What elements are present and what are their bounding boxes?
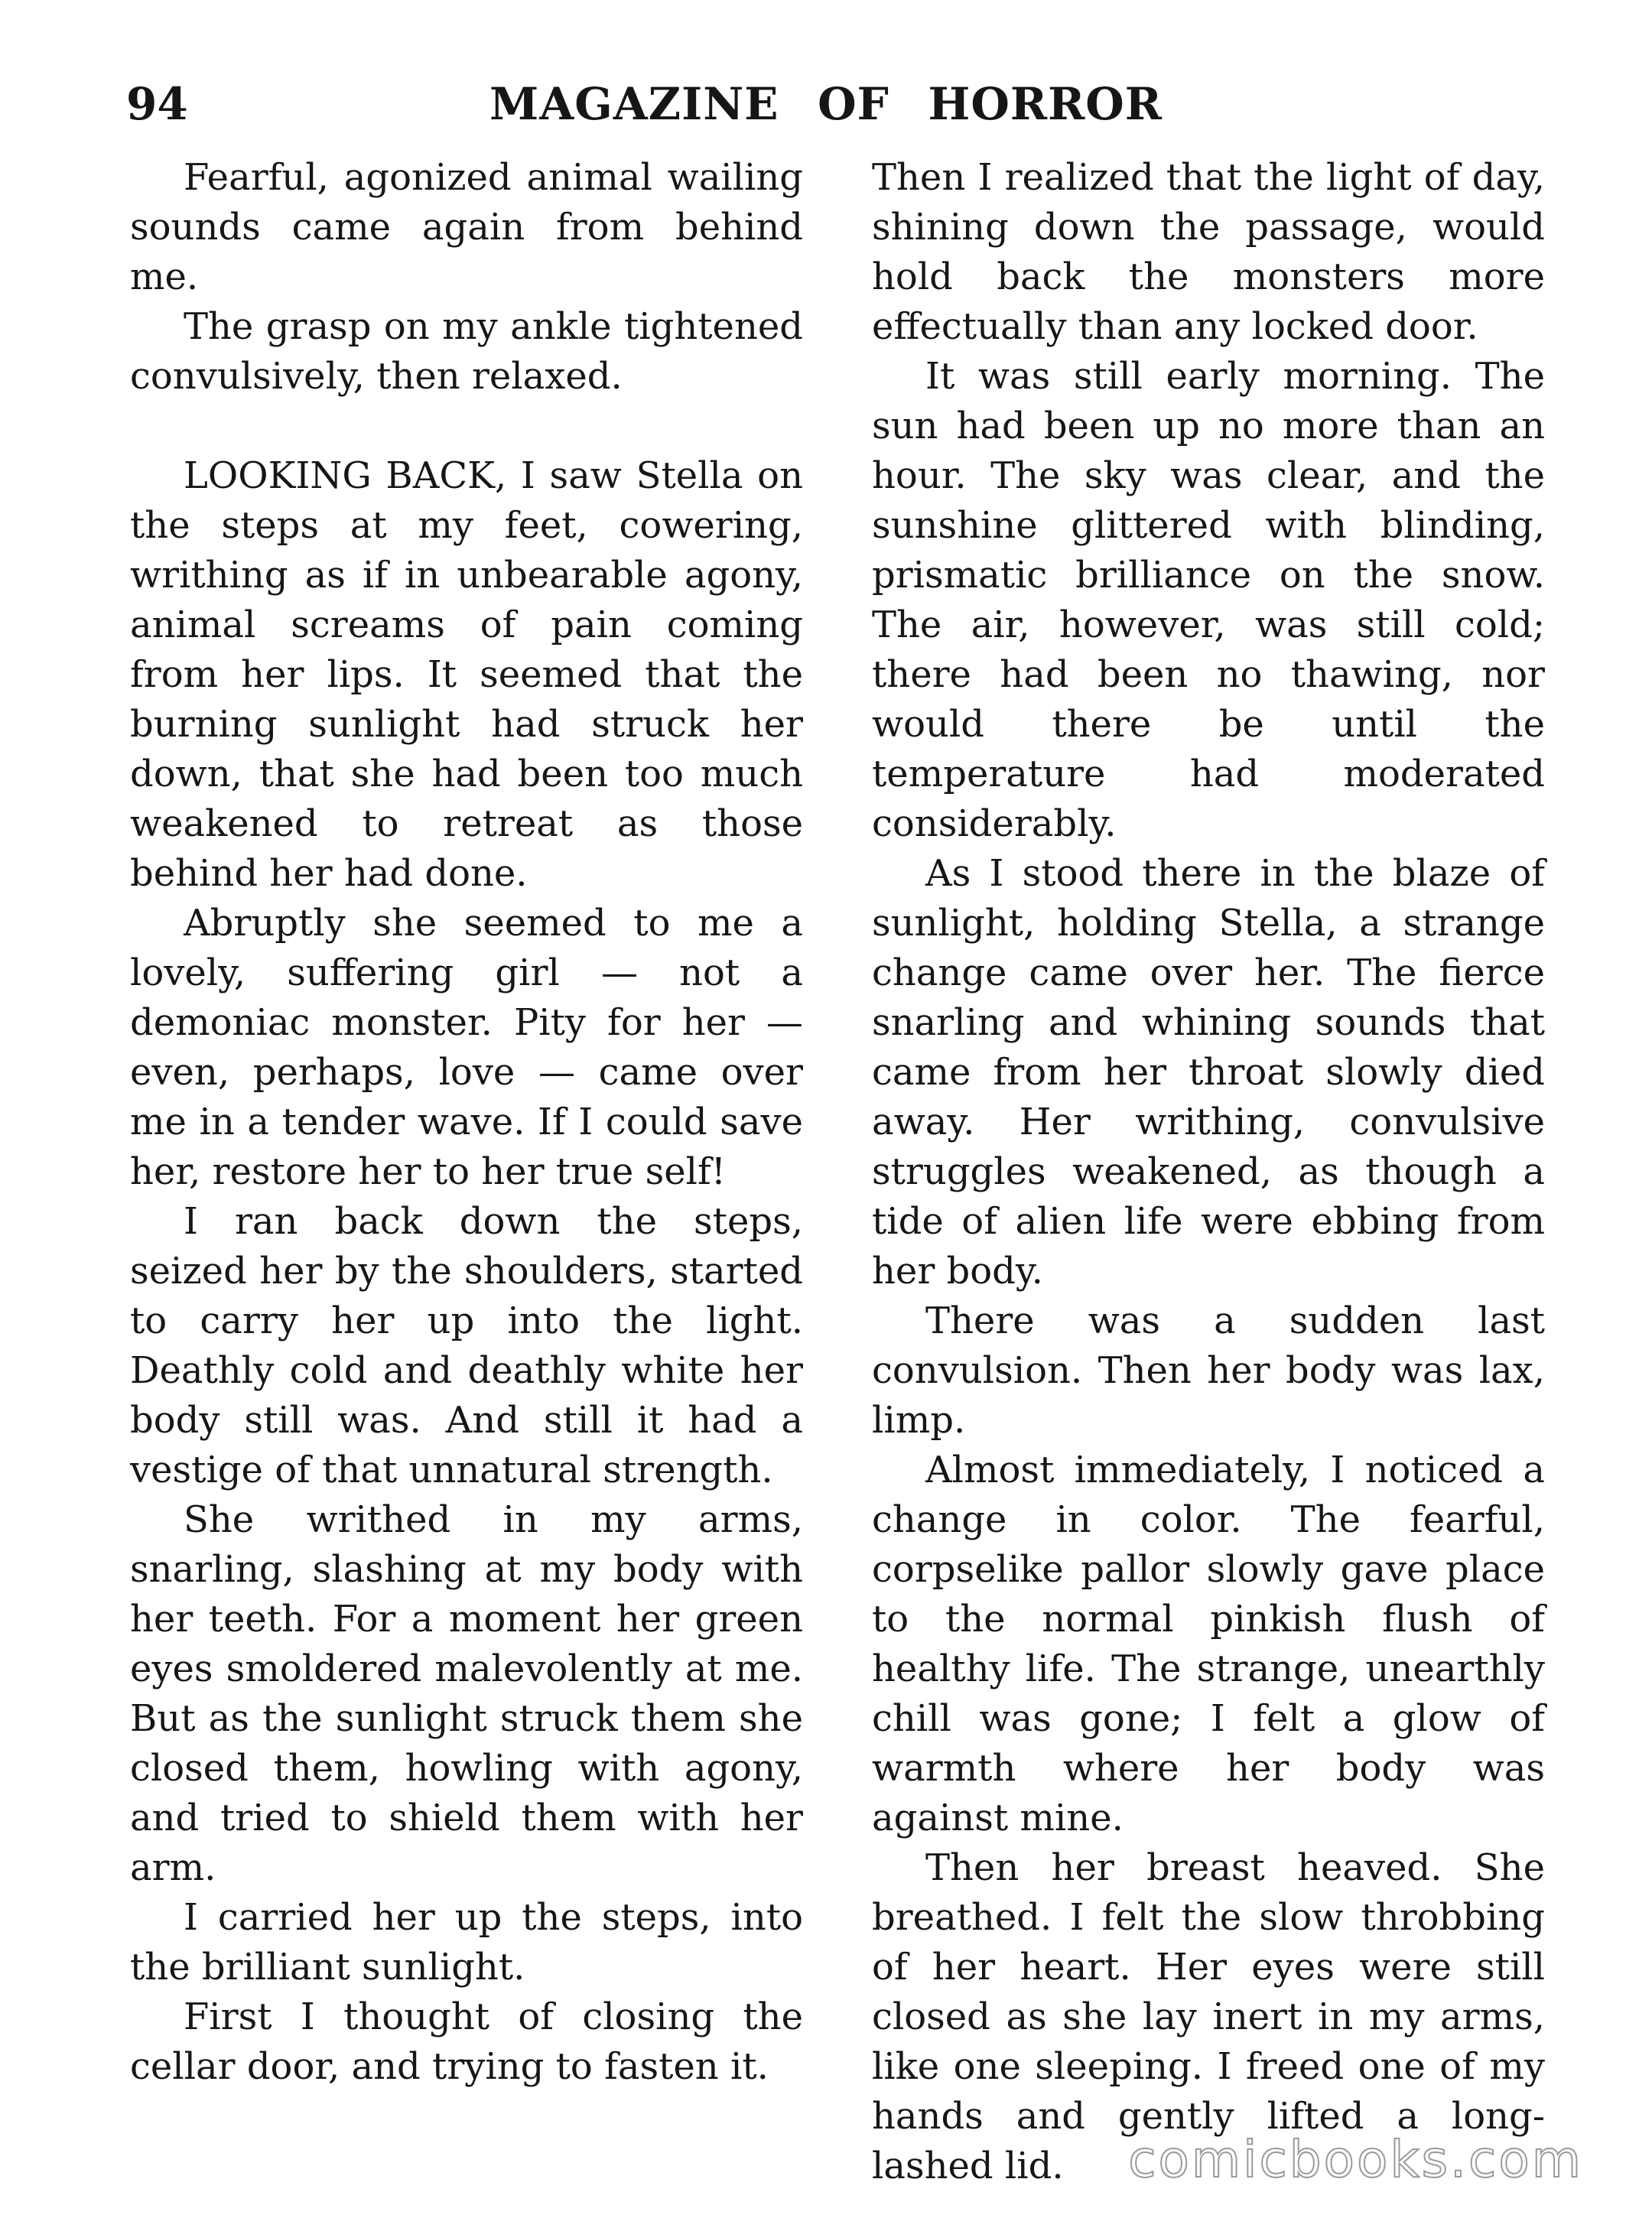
paragraph: Almost immediately, I noticed a change in color. The fearful, corpselike pallor slowly gave place to the normal pinkish flush of healthy life. The strange, unearthly chill was gone; I felt a glow of warmth where her body was against mine. <box>872 1449 1545 1839</box>
paragraph: The grasp on my ankle tightened convulsively, then relaxed. <box>130 305 803 398</box>
paragraph: As I stood there in the blaze of sunlight, holding Stella, a strange change came over her. The fierce snarling and whining sounds that came from her throat slowly died away. Her writhing, convulsive struggles weakened, as though a tide of alien life were ebbing from her body. <box>872 852 1545 1293</box>
paragraph: Then her breast heaved. She breathed. I felt the slow throbbing of her heart. Her eyes were still closed as she lay inert in my arms, like one sleeping. I freed one of my hands and gently lifted a long-lashed lid. <box>872 1846 1545 2187</box>
title-word: OF <box>818 78 889 130</box>
title-word: MAGAZINE <box>489 78 779 130</box>
paragraph: I ran back down the steps, seized her by the shoulders, started to carry her up into the light. Deathly cold and deathly white her body still was. And still it had a vestige of that unnatural strength. <box>130 1200 803 1491</box>
page-number: 94 <box>126 78 188 130</box>
paragraph: Fearful, agonized animal wailing sounds came again from behind me. <box>130 156 803 298</box>
title-word: HORROR <box>928 78 1163 130</box>
paragraph: There was a sudden last convulsion. Then her body was lax, limp. <box>872 1299 1545 1442</box>
paragraph: Abruptly she seemed to me a lovely, suffering girl — not a demoniac monster. Pity for her — even, perhaps, love — came over me in a tender wave. If I could save her, restore her to her true self! <box>130 902 803 1193</box>
continued-paragraph: Then I realized that the light of day, shining down the passage, would hold back the monsters more effectually than any locked door. <box>872 156 1545 348</box>
paragraph: She writhed in my arms, snarling, slashing at my body with her teeth. For a moment her green eyes smoldered malevolently at me. But as the sunlight struck them she closed them, howling with agony, and tried to shield them with her arm. <box>130 1498 803 1889</box>
watermark-logo: comicbooks.com <box>1128 2130 1583 2189</box>
page-header <box>0 73 1652 135</box>
paragraph: It was still early morning. The sun had been up no more than an hour. The sky was clear, and the sunshine glittered with blinding, prismatic brilliance on the snow. The air, however, was still cold; there had been no thawing, nor would there be until the temperature had moderated considerably. <box>872 355 1545 845</box>
right-column <box>872 153 1545 2191</box>
section-opening-paragraph: LOOKING BACK, I saw Stella on the steps at my feet, cowering, writhing as if in unbearable agony, animal screams of pain coming from her lips. It seemed that the burning sunlight had struck her down, that she had been too much weakened to retreat as those behind her had done. <box>130 454 803 895</box>
running-head-title <box>489 73 1163 135</box>
left-column <box>130 153 803 2092</box>
paragraph: First I thought of closing the cellar door, and trying to fasten it. <box>130 1995 803 2088</box>
paragraph: I carried her up the steps, into the brilliant sunlight. <box>130 1896 803 1989</box>
